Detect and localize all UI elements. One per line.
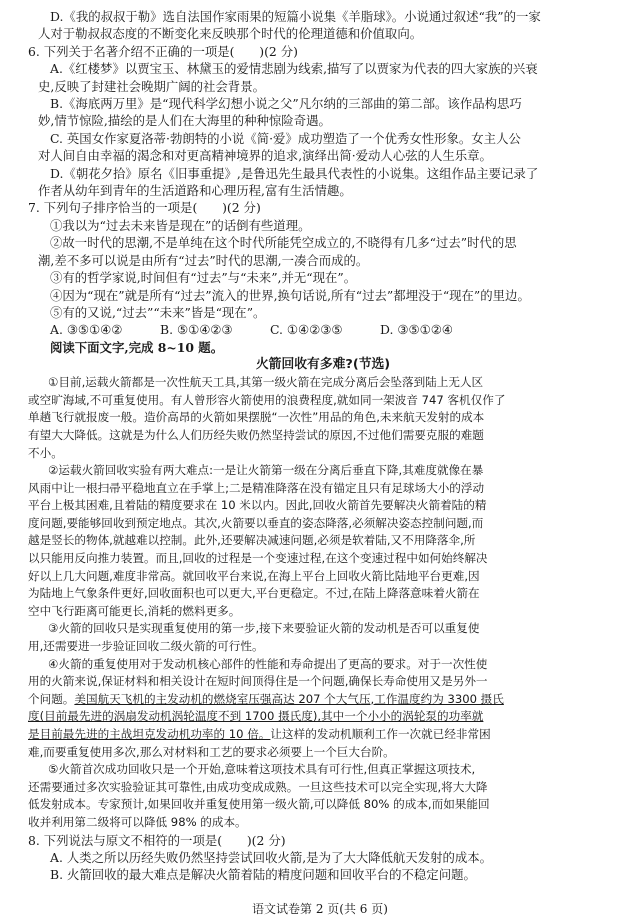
- q7-sentence: ③有的哲学家说,时间但有“过去”与“未来”,并无“现在”。: [50, 270, 357, 286]
- q8-option-b: B. 火箭回收的最大难点是解决火箭着陆的精度问题和回收平台的不稳定问题。: [50, 867, 476, 883]
- article-p4-line: [28, 708, 618, 726]
- q6-line: A.《红楼梦》以贾宝玉、林黛玉的爱情悲剧为线索,描写了以贾家为代表的四大家族的兴衰: [50, 61, 538, 77]
- article-p3-line: ③火箭的回收只是实现重复使用的第一步,接下来要验证火箭的发动机是否可以重复使: [48, 621, 480, 636]
- q6-line: 对人间自由幸福的渴念和对更高精神境界的追求,演绎出简·爱动人心弦的人生乐章。: [38, 148, 492, 164]
- article-p1-line: 有望大大降低。这就是为什么人们历经失败仍然坚持尝试的原因,不过他们需要克服的难题: [28, 427, 484, 442]
- q7-option-d: D. ③⑤①②④: [380, 322, 453, 338]
- article-p3-line: 用,还需要进一步验证回收二级火箭的可行性。: [28, 639, 264, 654]
- q7-options: [28, 321, 618, 338]
- q7-option-b: B. ⑤①④②③: [160, 322, 233, 338]
- q5-option-d-line1: D.《我的叔叔于勒》选自法国作家雨果的短篇小说集《羊脂球》。小说通过叙述“我”的一家: [50, 9, 541, 24]
- article-p4-line: 难,而要重复使用多次,那么对材料和工艺的要求必须要上一个巨大台阶。: [28, 744, 395, 759]
- article-p2-line: 空中飞行距离可能更长,消耗的燃料更多。: [28, 603, 241, 618]
- q7-sentence: ④因为“现在”就是所有“过去”流入的世界,换句话说,所有“过去”都埋没于“现在”的里边。: [50, 287, 530, 303]
- article-p1-line: 单趟飞行就报废一般。造价高昂的火箭如果摆脱“一次性”用品的角色,未来航天发射的成本: [28, 410, 485, 425]
- q5-option-d-line2: 人对于勒叔叔态度的不断变化来反映那个时代的伦理道德和价值取向。: [38, 26, 423, 42]
- article-p5-line: 低发射成本。专家预计,如果回收并重复使用第一级火箭,可以降低 80% 的成本,而如果能回: [28, 797, 490, 812]
- q7-sentence: ②故一时代的思潮,不是单纯在这个时代所能凭空成立的,不晓得有几多“过去”时代的思: [50, 235, 517, 251]
- q7-sentence: 潮,差不多可以说是由所有“过去”时代的思潮,一凑合而成的。: [38, 252, 369, 268]
- q6-line: 作者从幼年到青年的生活道路和心理历程,富有生活情趣。: [38, 183, 352, 199]
- q7-sentence: ⑤有的又说,“过去”“未来”皆是“现在”。: [50, 304, 266, 320]
- article-p1-line: 不小。: [28, 445, 63, 460]
- article-p1-line: ①目前,运载火箭都是一次性航天工具,其第一级火箭在完成分离后会坠落到陆上无人区: [48, 375, 484, 390]
- article-p1-line: 或空旷海域,不可重复使用。有人曾形容火箭使用的浪费程度,就如同一架波音 747 客机仅作了: [28, 392, 506, 407]
- reading-intro: 阅读下面文字,完成 8~10 题。: [50, 339, 224, 355]
- article-p4-underlined: 度(目前最先进的涡扇发动机涡轮温度不到 1700 摄氏度),: [28, 709, 322, 724]
- q6-stem: 6. 下列关于名著介绍不正确的一项是( )(2 分): [28, 43, 298, 59]
- q6-line: 妙,情节惊险,描绘的是人们在大海里的种种惊险奇遇。: [38, 113, 331, 129]
- q8-stem: 8. 下列说法与原文不相符的一项是( )(2 分): [28, 832, 286, 848]
- q6-line: D.《朝花夕拾》原名《旧事重提》,是鲁迅先生最具代表性的小说集。这组作品主要记录了: [50, 165, 539, 181]
- page-footer: 语文试卷第 2 页(共 6 页): [252, 902, 388, 916]
- article-p2-line: 以只能用反向推力装置。而且,回收的过程是一个变速过程,在这个变速过程中如何始终解决: [28, 551, 488, 566]
- q6-line: C. 英国女作家夏洛蒂·勃朗特的小说《简·爱》成功塑造了一个优秀女性形象。女主人公: [50, 130, 521, 146]
- article-p4-line: 用的火箭来说,保证材料和相关设计在短时间顶得住是一个问题,确保长寿命使用又是另外一: [28, 674, 488, 689]
- article-p2-line: 越是竖长的物体,就越难以控制。此外,还要解决减速问题,必须是软着陆,又不用降落伞,所: [28, 533, 476, 548]
- article-p5-line: 还需要通过多次实验验证其可靠性,由成功变成成熟。一旦这些技术可以完全实现,将大大降: [28, 779, 488, 794]
- article-p4-underlined: 其中一个小小的涡轮泵的功率就: [321, 709, 484, 724]
- q6-line: 史,反映了封建社会晚期广阔的社会背景。: [38, 78, 265, 94]
- q6-line: B.《海底两万里》是“现代科学幻想小说之父”凡尔纳的三部曲的第二部。该作品构思巧: [50, 96, 522, 112]
- article-p4-text: 个问题。: [28, 691, 75, 706]
- article-p2-line: 为陆地上气象条件更好,回收面积也可以更大,平台更稳定。不过,在陆上降落意味着火箭在: [28, 586, 480, 601]
- article-p2-line: 度问题,要能够回收到预定地点。其次,火箭要以垂直的姿态降落,必须解决姿态控制问题,而: [28, 515, 484, 530]
- article-p5-line: 收并利用第二级将可以降低 98% 的成本。: [28, 814, 247, 829]
- article-p2-line: ②运载火箭回收实验有两大难点:一是让火箭第一级在分离后垂直下降,其难度就像在暴: [48, 463, 484, 478]
- q7-option-a: A. ③⑤①④②: [50, 322, 123, 338]
- q7-sentence: ①我以为“过去未来皆是现在”的话倒有些道理。: [50, 217, 311, 233]
- article-p4-text: 让这样的发动机顺利工作一次就已经非常困: [270, 727, 491, 741]
- article-p4-underlined: 美国航天飞机的主发动机的燃烧室压强高达 207 个大气压,工作温度约为 3300 摄氏: [74, 691, 504, 706]
- article-p2-line: 好以上几大问题,难度非常高。就回收平台来说,在海上平台上回收火箭比陆地平台更难,因: [28, 568, 480, 583]
- article-p4-underlined: 是目前最先进的主战坦克发动机功率的 10 倍。: [28, 727, 271, 741]
- q7-option-c: C. ①④②③⑤: [270, 322, 343, 338]
- q8-option-a: A. 人类之所以历经失败仍然坚持尝试回收火箭,是为了大大降低航天发射的成本。: [50, 849, 493, 865]
- q7-stem: 7. 下列句子排序恰当的一项是( )(2 分): [28, 200, 261, 216]
- article-p4-line: ④火箭的重复使用对于发动机核心部件的性能和寿命提出了更高的要求。对于一次性使: [48, 656, 488, 671]
- article-p5-line: ⑤火箭首次成功回收只是一个开始,意味着这项技术具有可行性,但真正掌握这项技术,: [48, 762, 476, 777]
- article-p2-line: 平台上极其困难,且着陆的精度要求在 10 米以内。因此,回收火箭首先要解决火箭着陆的精: [28, 498, 487, 513]
- article-p4-line: [28, 726, 618, 744]
- article-title: 火箭回收有多难?(节选): [255, 357, 391, 373]
- article-p2-line: 风雨中让一根扫帚平稳地直立在手掌上;二是精准降落在没有锚定且只有足球场大小的浮动: [28, 480, 485, 495]
- article-p4-line: [28, 691, 618, 709]
